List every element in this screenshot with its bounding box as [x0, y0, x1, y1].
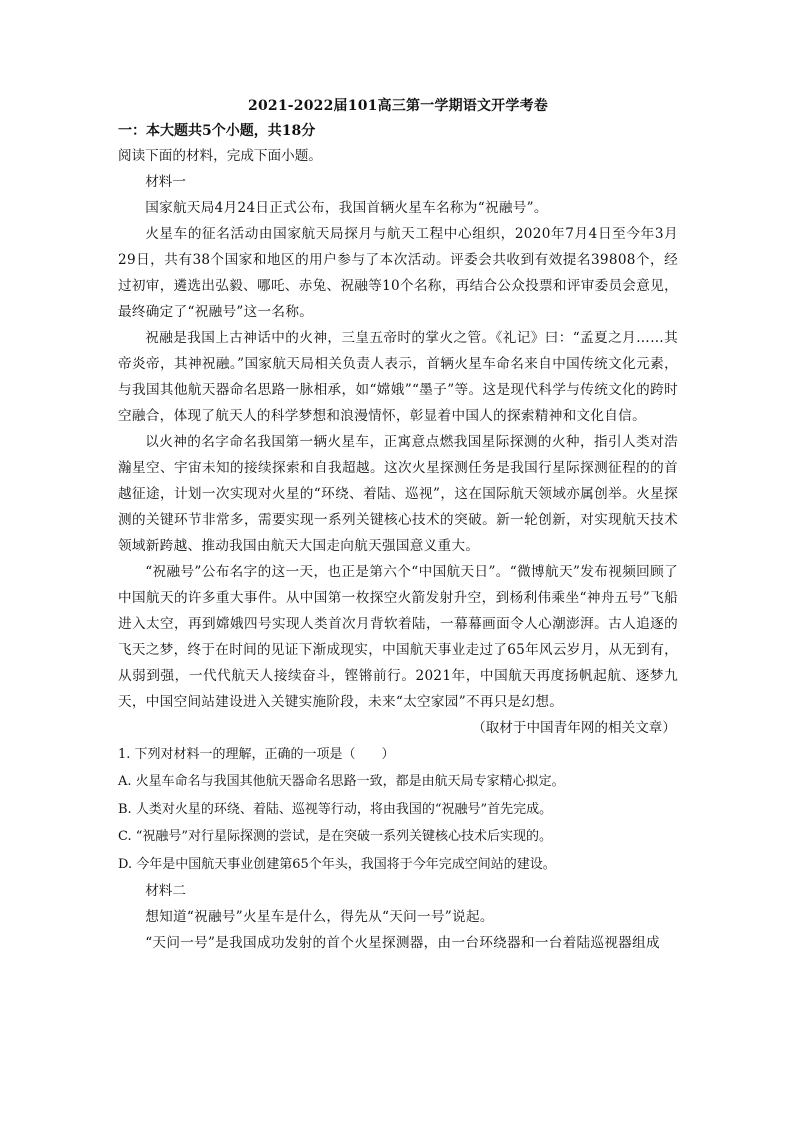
- material-one-paragraph: 火星车的征名活动由国家航天局探月与航天工程中心组织，2020年7月4日至今年3月29日，共有38个国家和地区的用户参与了本次活动。评委会共收到有效提名39808个，经过初审，遴选出弘毅、哪吒、赤兔、祝融等10个名称，再结合公众投票和评审委员会意见，最终确定了“祝融号”这一名称。: [118, 226, 678, 320]
- question-one-option-a: A. 火星车命名与我国其他航天器命名思路一致，都是由航天局专家精心拟定。: [118, 774, 565, 789]
- reading-instruction: 阅读下面的材料，完成下面小题。: [118, 148, 322, 164]
- question-one-option-d: D. 今年是中国航天事业创建第65个年头，我国将于今年完成空间站的建设。: [118, 856, 556, 872]
- material-two-paragraph: “天问一号”是我国成功发射的首个火星探测器，由一台环绕器和一台着陆巡视器组成: [145, 935, 660, 951]
- exam-page: [118, 96, 678, 956]
- material-one-label: 材料一: [145, 174, 186, 190]
- material-two-label: 材料二: [145, 883, 186, 899]
- question-one-option-b: B. 人类对火星的环绕、着陆、巡视等行动，将由我国的“祝融号”首先完成。: [118, 801, 553, 817]
- question-one-stem: 1. 下列对材料一的理解，正确的一项是（ ）: [118, 747, 395, 762]
- section-heading: 一：本大题共5个小题，共18分: [118, 123, 316, 139]
- material-one-paragraph: 国家航天局4月24日正式公布，我国首辆火星车名称为“祝融号”。: [145, 200, 548, 216]
- material-one-paragraph: 祝融是我国上古神话中的火神，三皇五帝时的掌火之管。《礼记》曰：“孟夏之月……其帝炎帝，其神祝融。”国家航天局相关负责人表示，首辆火星车命名来自中国传统文化元素，与我国其他航天器命名思路一脉相承，如“嫦娥”“墨子”等。这是现代科学与传统文化的跨时空融合，体现了航天人的科学梦想和浪漫情怀，彰显着中国人的探索精神和文化自信。: [118, 330, 678, 424]
- exam-title: 2021-2022届101高三第一学期语文开学考卷: [248, 98, 548, 114]
- material-one-paragraph: “祝融号”公布名字的这一天，也正是第六个“中国航天日”。“微博航天”发布视频回顾了中国航天的许多重大事件。从中国第一枚探空火箭发射升空，到杨利伟乘坐“神舟五号”飞船进入太空，再到嫦娥四号实现人类首次月背软着陆，一幕幕画面令人心潮澎湃。古人追逐的飞天之梦，终于在时间的见证下渐成现实，中国航天事业走过了65年风云岁月，从无到有，从弱到强，一代代航天人接续奋斗，铿锵前行。2021年，中国航天再度扬帆起航、逐梦九天，中国空间站建设进入关键实施阶段，未来“太空家园”不再只是幻想。: [118, 564, 678, 710]
- material-one-paragraph: 以火神的名字命名我国第一辆火星车，正寓意点燃我国星际探测的火种，指引人类对浩瀚星空、宇宙未知的接续探索和自我超越。这次火星探测任务是我国行星际探测征程的的首越征途，计划一次实现对火星的“环绕、着陆、巡视”，这在国际航天领域亦属创举。火星探测的关键环节非常多，需要实现一系列关键核心技术的突破。新一轮创新，对实现航天技术领域新跨越、推动我国由航天大国走向航天强国意义重大。: [118, 434, 678, 554]
- question-one-option-c: C. “祝融号”对行星际探测的尝试，是在突破一系列关键核心技术后实现的。: [118, 829, 553, 844]
- material-one-source: （取材于中国青年网的相关文章）: [472, 720, 676, 736]
- material-two-paragraph: 想知道“祝融号”火星车是什么，得先从“天问一号”说起。: [145, 909, 494, 925]
